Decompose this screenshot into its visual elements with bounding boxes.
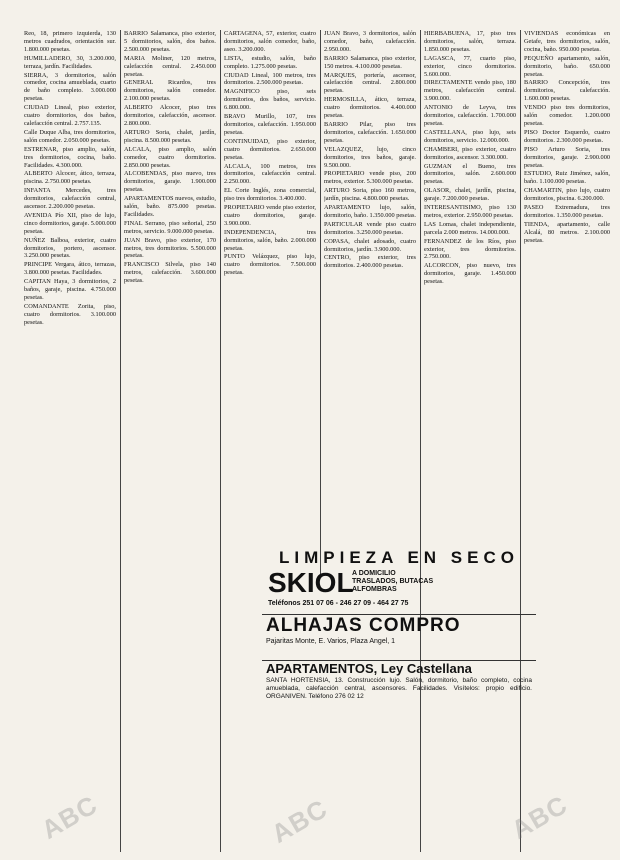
classified-entry: PISO Arturo Soria, tres dormitorios, garaje. 2.900.000 pesetas. xyxy=(524,145,610,169)
classified-entry: BARRIO Salamanca, piso exterior, 5 dormitorios, salón, dos baños. 2.500.000 pesetas. xyxy=(124,30,216,53)
classified-entry: PASEO Extremadura, tres dormitorios. 1.350.000 pesetas. xyxy=(524,204,610,219)
ad-phones: Teléfonos 251 07 06 - 246 27 09 - 464 27 75 xyxy=(268,600,409,607)
classified-entry: EL Corte Inglés, zona comercial, piso tres dormitorios. 3.400.000. xyxy=(224,187,316,203)
column-1 xyxy=(24,30,116,852)
column-divider xyxy=(120,30,121,852)
classified-entry: GUZMAN el Bueno, tres dormitorios, salón. 2.600.000 pesetas. xyxy=(424,162,516,186)
classified-entry: INDEPENDENCIA, tres dormitorios, salón, baño. 2.000.000 pesetas. xyxy=(224,228,316,252)
classified-entry: LISTA, estudio, salón, baño completo. 1.275.000 pesetas. xyxy=(224,54,316,70)
classified-entry: VENDO piso tres dormitorios, salón comedor. 1.200.000 pesetas. xyxy=(524,104,610,127)
classified-entry: APARTAMENTO lujo, salón, dormitorio, baño. 1.350.000 pesetas. xyxy=(324,204,416,219)
classified-entry: OLASOR, chalet, jardín, piscina, garaje. 7.200.000 pesetas. xyxy=(424,187,516,203)
classified-entry: ARTURO Soria, piso 160 metros, jardín, piscina. 4.800.000 pesetas. xyxy=(324,187,416,203)
column-divider xyxy=(320,30,321,575)
classified-entry: CHAMARTIN, piso lujo, cuatro dormitorios, piscina. 6.200.000. xyxy=(524,187,610,203)
watermark-abc: ABC xyxy=(506,789,573,845)
ad-service-line: A DOMICILIO xyxy=(352,570,396,577)
classified-entry: INFANTA Mercedes, tres dormitorios, calefacción central, ascensor. 2.200.000 pesetas. xyxy=(24,187,116,211)
column-divider xyxy=(520,30,521,852)
classified-entry: HUMILLADERO, 30, 3.200.000, terraza, jardín. Facilidades. xyxy=(24,54,116,70)
column-2 xyxy=(124,30,216,852)
ad-headline: LIMPIEZA EN SECO xyxy=(279,548,519,567)
classified-entry: VIVIENDAS económicas en Getafe, tres dormitorios, salón, cocina, baño. 950.000 pesetas. xyxy=(524,30,610,53)
classified-entry: ANTONIO de Leyva, tres dormitorios, calefacción. 1.700.000 pesetas. xyxy=(424,104,516,127)
column-4 xyxy=(324,30,416,575)
classified-entry: MARIA Moliner, 120 metros, calefacción central. 2.450.000 pesetas. xyxy=(124,54,216,78)
ad-alhajas xyxy=(262,614,536,659)
classified-entry: HERMOSILLA, ático, terraza, cuatro dormitorios. 4.400.000 pesetas. xyxy=(324,96,416,120)
classified-entry: MAGNIFICO piso, seis dormitorios, dos baños, servicio. 6.800.000. xyxy=(224,88,316,112)
classified-entry: HIERBABUENA, 17, piso tres dormitorios, salón, terraza. 1.850.000 pesetas. xyxy=(424,30,516,53)
classified-entry: CENTRO, piso exterior, tres dormitorios. 2.400.000 pesetas. xyxy=(324,254,416,270)
classified-entry: ESTUDIO, Ruiz Jiménez, salón, baño. 1.100.000 pesetas. xyxy=(524,170,610,186)
classified-entry: CONTINUIDAD, piso exterior, cuatro dormitorios. 2.650.000 pesetas. xyxy=(224,137,316,161)
classified-entry: Reo, 18, primero izquierda, 130 metros cuadrados, orientación sur. 1.800.000 pesetas. xyxy=(24,30,116,53)
ad-service-line: TRASLADOS, BUTACAS xyxy=(352,578,434,585)
column-5 xyxy=(424,30,516,852)
ad-headline: ALHAJAS COMPRO xyxy=(266,615,461,636)
ad-body: SANTA HORTENSIA, 13. Construcción lujo. Salón, dormitorio, baño completo, cocina amueblada, calefacción central, ascensores. Facilidades. Visítelos: propio edificio. ORGANIVEN. Teléfono 276 02 12 xyxy=(266,677,532,700)
classified-entry: BARRIO Salamanca, piso exterior, 150 metros. 4.100.000 pesetas. xyxy=(324,54,416,70)
classified-entry: ALCOBENDAS, piso nuevo, tres dormitorios, garaje. 1.900.000 pesetas. xyxy=(124,170,216,194)
classified-entry: ALCALA, 100 metros, tres dormitorios, calefacción central. 2.250.000. xyxy=(224,162,316,186)
classified-entry: PROPIETARIO vende piso, 200 metros, exterior. 5.300.000 pesetas. xyxy=(324,170,416,186)
classified-entry: CASTELLANA, piso lujo, seis dormitorios, servicio. 12.000.000. xyxy=(424,128,516,144)
classified-entry: TIENDA, apartamento, calle Alcalá, 80 metros. 2.100.000 pesetas. xyxy=(524,220,610,244)
classified-entry: COMANDANTE Zorita, piso, cuatro dormitorios. 3.100.000 pesetas. xyxy=(24,302,116,326)
classified-entry: FERNANDEZ de los Ríos, piso exterior, tres dormitorios. 2.750.000. xyxy=(424,237,516,261)
ad-headline: APARTAMENTOS, Ley Castellana xyxy=(266,661,472,676)
classified-entry: JUAN Bravo, piso exterior, 170 metros, tres dormitorios. 5.500.000 pesetas. xyxy=(124,236,216,260)
classified-entry: ESTRENAR, piso amplio, salón, tres dormitorios, cocina, baño. Facilidades. 4.300.000. xyxy=(24,145,116,169)
classified-entry: ARTURO Soria, chalet, jardín, piscina. 8.500.000 pesetas. xyxy=(124,128,216,144)
classified-entry: PUNTO Velázquez, piso lujo, cuatro dormitorios. 7.500.000 pesetas. xyxy=(224,253,316,277)
classified-entry: LAGASCA, 77, cuarto piso, exterior, cinco dormitorios. 5.600.000. xyxy=(424,54,516,78)
classified-entry: PEQUEÑO apartamento, salón, dormitorio, baño. 650.000 pesetas. xyxy=(524,54,610,78)
classified-entry: CIUDAD Lineal, piso exterior, cuatro dormitorios, dos baños, calefacción central. 2.757.135. xyxy=(24,104,116,127)
classified-entry: ALBERTO Alcocer, ático, terraza, piscina. 2.750.000 pesetas. xyxy=(24,170,116,186)
classified-entry: INTERESANTISIMO, piso 130 metros, exterior. 2.950.000 pesetas. xyxy=(424,204,516,219)
classified-entry: AVENIDA Pío XII, piso de lujo, cinco dormitorios, garaje. 5.000.000 pesetas. xyxy=(24,211,116,235)
column-6 xyxy=(524,30,610,852)
classified-entry: BARRIO Pilar, piso tres dormitorios, calefacción. 1.650.000 pesetas. xyxy=(324,120,416,144)
classified-entry: ALCALA, piso amplio, salón comedor, cuatro dormitorios. 2.850.000 pesetas. xyxy=(124,145,216,169)
classified-entry: VELAZQUEZ, lujo, cinco dormitorios, tres baños, garaje. 9.500.000. xyxy=(324,145,416,169)
watermark-abc: ABC xyxy=(36,789,103,845)
column-divider xyxy=(420,30,421,852)
classified-entry: CAPITAN Haya, 3 dormitorios, 2 baños, garaje, piscina. 4.750.000 pesetas. xyxy=(24,278,116,301)
ad-service-line: ALFOMBRAS xyxy=(352,586,397,593)
classified-entry: FINAL Serrano, piso señorial, 250 metros, servicio. 9.000.000 pesetas. xyxy=(124,219,216,235)
classified-entry: LAS Lomas, chalet independiente, parcela 2.000 metros. 14.000.000. xyxy=(424,220,516,236)
ad-address: Pajaritas Monte, E. Varios, Plaza Angel, 1 xyxy=(266,638,396,645)
classified-entry: ALCORCON, piso nuevo, tres dormitorios, garaje. 1.450.000 pesetas. xyxy=(424,262,516,286)
classified-entry: JUAN Bravo, 3 dormitorios, salón comedor, baño, calefacción. 2.950.000. xyxy=(324,30,416,53)
classified-entry: GENERAL Ricardos, tres dormitorios, salón comedor. 2.100.000 pesetas. xyxy=(124,79,216,103)
watermark-abc: ABC xyxy=(266,793,333,849)
classified-entry: CIUDAD Lineal, 100 metros, tres dormitorios. 2.500.000 pesetas. xyxy=(224,71,316,87)
classified-entry: CARTAGENA, 57, exterior, cuatro dormitorios, salón comedor, baño, aseo. 3.200.000. xyxy=(224,30,316,53)
ad-brand: SKIOL xyxy=(268,567,354,598)
ad-limpieza-skiol xyxy=(262,548,536,610)
classified-entry: Calle Duque Alba, tres dormitorios, salón comedor. 2.050.000 pesetas. xyxy=(24,128,116,144)
column-divider xyxy=(220,30,221,852)
classified-entry: DIRECTAMENTE vendo piso, 180 metros, calefacción central. 3.900.000. xyxy=(424,79,516,103)
classified-entry: CHAMBERI, piso exterior, cuatro dormitorios, ascensor. 3.300.000. xyxy=(424,145,516,161)
classified-entry: SIERRA, 3 dormitorios, salón comedor, cocina amueblada, cuarto de baño completo. 3.000.000 pesetas. xyxy=(24,71,116,103)
classified-entry: COPASA, chalet adosado, cuatro dormitorios, jardín. 3.900.000. xyxy=(324,237,416,253)
classified-entry: BARRIO Concepción, tres dormitorios, calefacción. 1.600.000 pesetas. xyxy=(524,79,610,103)
classified-entry: PISO Doctor Esquerdo, cuatro dormitorios. 2.300.000 pesetas. xyxy=(524,128,610,144)
column-3 xyxy=(224,30,316,575)
classified-entry: PARTICULAR vende piso cuatro dormitorios. 3.250.000 pesetas. xyxy=(324,220,416,236)
classified-entry: NUÑEZ Balboa, exterior, cuatro dormitorios, portero, ascensor. 3.250.000 pesetas. xyxy=(24,236,116,260)
classified-entry: PRINCIPE Vergara, ático, terrazas, 3.800.000 pesetas. Facilidades. xyxy=(24,261,116,277)
classified-entry: ALBERTO Alcocer, piso tres dormitorios, calefacción, ascensor. 2.800.000. xyxy=(124,104,216,127)
classified-page xyxy=(24,30,610,852)
ad-apartamentos xyxy=(262,660,536,719)
classified-entry: MARQUES, portería, ascensor, calefacción central. 2.800.000 pesetas. xyxy=(324,71,416,95)
classified-entry: FRANCISCO Silvela, piso 140 metros, calefacción. 3.600.000 pesetas. xyxy=(124,261,216,285)
ad-services xyxy=(352,570,433,594)
classified-entry: PROPIETARIO vende piso exterior, cuatro dormitorios, garaje. 3.900.000. xyxy=(224,204,316,227)
classified-entry: APARTAMENTOS nuevos, estudio, salón, baño. 875.000 pesetas. Facilidades. xyxy=(124,195,216,218)
classified-entry: BRAVO Murillo, 107, tres dormitorios, calefacción. 1.950.000 pesetas. xyxy=(224,113,316,136)
